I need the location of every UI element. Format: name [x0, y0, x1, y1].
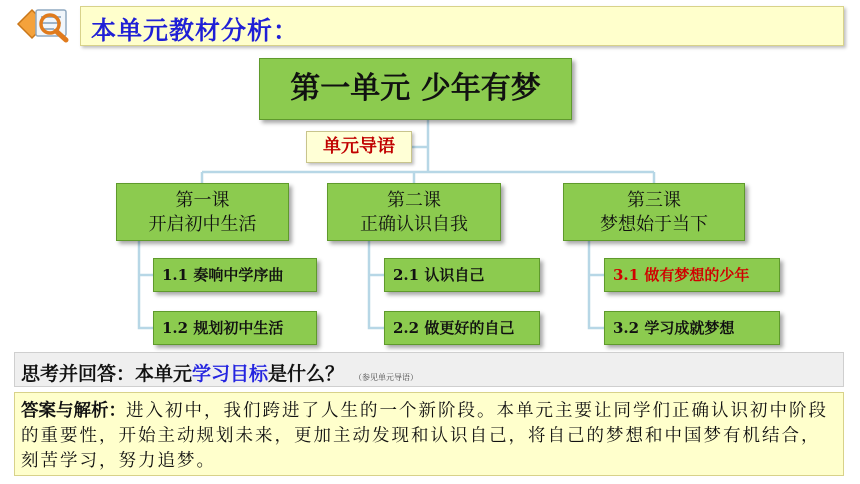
question-bar — [14, 352, 844, 387]
topic-2-1-box: 2.1 认识自己 — [384, 258, 540, 292]
question-text — [21, 359, 418, 386]
lesson-3-number: 第三课 — [627, 190, 681, 211]
unit-root-box: 第一单元 少年有梦 — [259, 58, 572, 120]
question-note: （参见单元导语） — [354, 373, 419, 382]
connector-lesson-3-items — [589, 241, 604, 328]
answer-label: 答案与解析： — [21, 401, 126, 421]
connector-lesson-2-items — [369, 241, 384, 328]
lesson-2-number: 第二课 — [387, 190, 441, 211]
answer-box — [14, 392, 844, 476]
question-highlight: 学习目标 — [192, 363, 269, 385]
lesson-1-box — [116, 183, 289, 241]
connector-lesson-1-items — [139, 241, 153, 328]
unit-guide-box: 单元导语 — [306, 131, 412, 163]
topic-3-1-box: 3.1 做有梦想的少年 — [604, 258, 780, 292]
section-title: 本单元教材分析： — [91, 16, 300, 45]
question-suffix: 是什么？ — [268, 363, 345, 385]
lesson-1-title: 开启初中生活 — [148, 214, 257, 235]
question-prefix: 思考并回答：本单元 — [21, 363, 193, 385]
topic-2-2-box: 2.2 做更好的自己 — [384, 311, 540, 345]
topic-3-2-box: 3.2 学习成就梦想 — [604, 311, 780, 345]
lesson-1-number: 第一课 — [175, 190, 230, 211]
lesson-2-title: 正确认识自我 — [360, 214, 468, 235]
topic-1-1-box: 1.1 奏响中学序曲 — [153, 258, 317, 292]
lesson-3-box — [563, 183, 745, 241]
answer-text: 进入初中，我们跨进了人生的一个新阶段。本单元主要让同学们正确认识初中阶段的重要性，开始主动规划未来，更加主动发现和认识自己，将自己的梦想和中国梦有机结合，刻苦学习，努力追梦。 — [21, 401, 828, 471]
lesson-2-box — [327, 183, 501, 241]
topic-1-2-box: 1.2 规划初中生活 — [153, 311, 317, 345]
lesson-3-title: 梦想始于当下 — [600, 214, 708, 235]
